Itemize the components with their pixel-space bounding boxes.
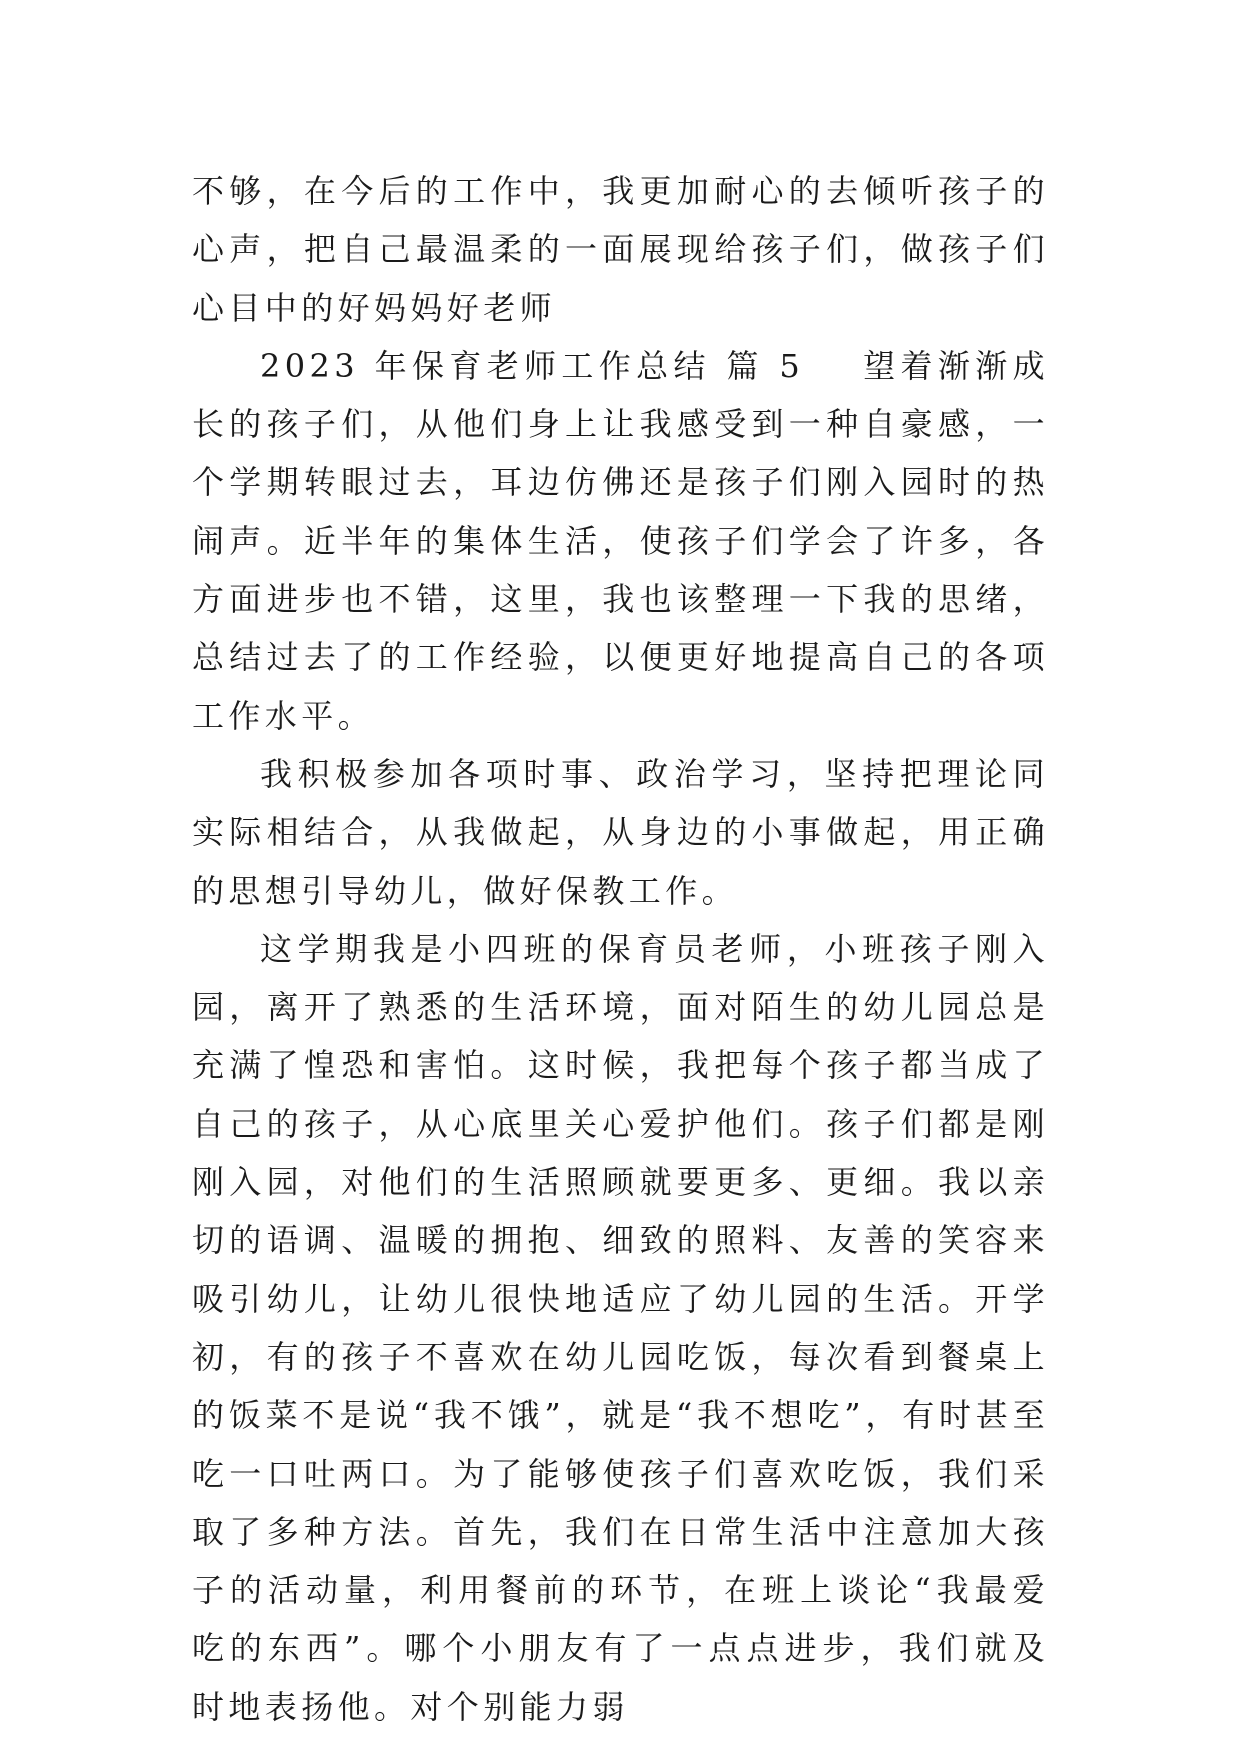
paragraph-text: 望着渐渐成长的孩子们，从他们身上让我感受到一种自豪感，一个学期转眼过去，耳边仿佛还是孩子们刚入园时的热闹声。近半年的集体生活，使孩子们学会了许多，各方面进步也不错，这里，我也该整理一下我的思绪，总结过去了的工作经验，以便更好地提高自己的各项工作水平。 (192, 346, 1049, 735)
section-heading: 2023 年保育老师工作总结 篇 5 (260, 346, 805, 385)
paragraph-political-study: 我积极参加各项时事、政治学习，坚持把理论同实际相结合，从我做起，从身边的小事做起，用正确的思想引导幼儿，做好保教工作。 (192, 754, 1049, 910)
paragraph-class-care: 这学期我是小四班的保育员老师，小班孩子刚入园，离开了熟悉的生活环境，面对陌生的幼儿园总是充满了惶恐和害怕。这时候，我把每个孩子都当成了自己的孩子，从心底里关心爱护他们。孩子们都是刚刚入园，对他们的生活照顾就要更多、更细。我以亲切的语调、温暖的拥抱、细致的照料、友善的笑容来吸引幼儿，让幼儿很快地适应了幼儿园的生活。开学初，有的孩子不喜欢在幼儿园吃饭，每次看到餐桌上的饭菜不是说“我不饿”，就是“我不想吃”，有时甚至吃一口吐两口。为了能够使孩子们喜欢吃饭，我们采取了多种方法。首先，我们在日常生活中注意加大孩子的活动量，利用餐前的环节，在班上谈论“我最爱吃的东西”。哪个小朋友有了一点点进步，我们就及时地表扬他。对个别能力弱 (192, 929, 1049, 1726)
paragraph-continuation: 不够，在今后的工作中，我更加耐心的去倾听孩子的心声，把自己最温柔的一面展现给孩子们，做孩子们心目中的好妈妈好老师 (192, 172, 1049, 327)
paragraph-section-5-intro (192, 337, 1049, 745)
document-body (192, 162, 1049, 1736)
